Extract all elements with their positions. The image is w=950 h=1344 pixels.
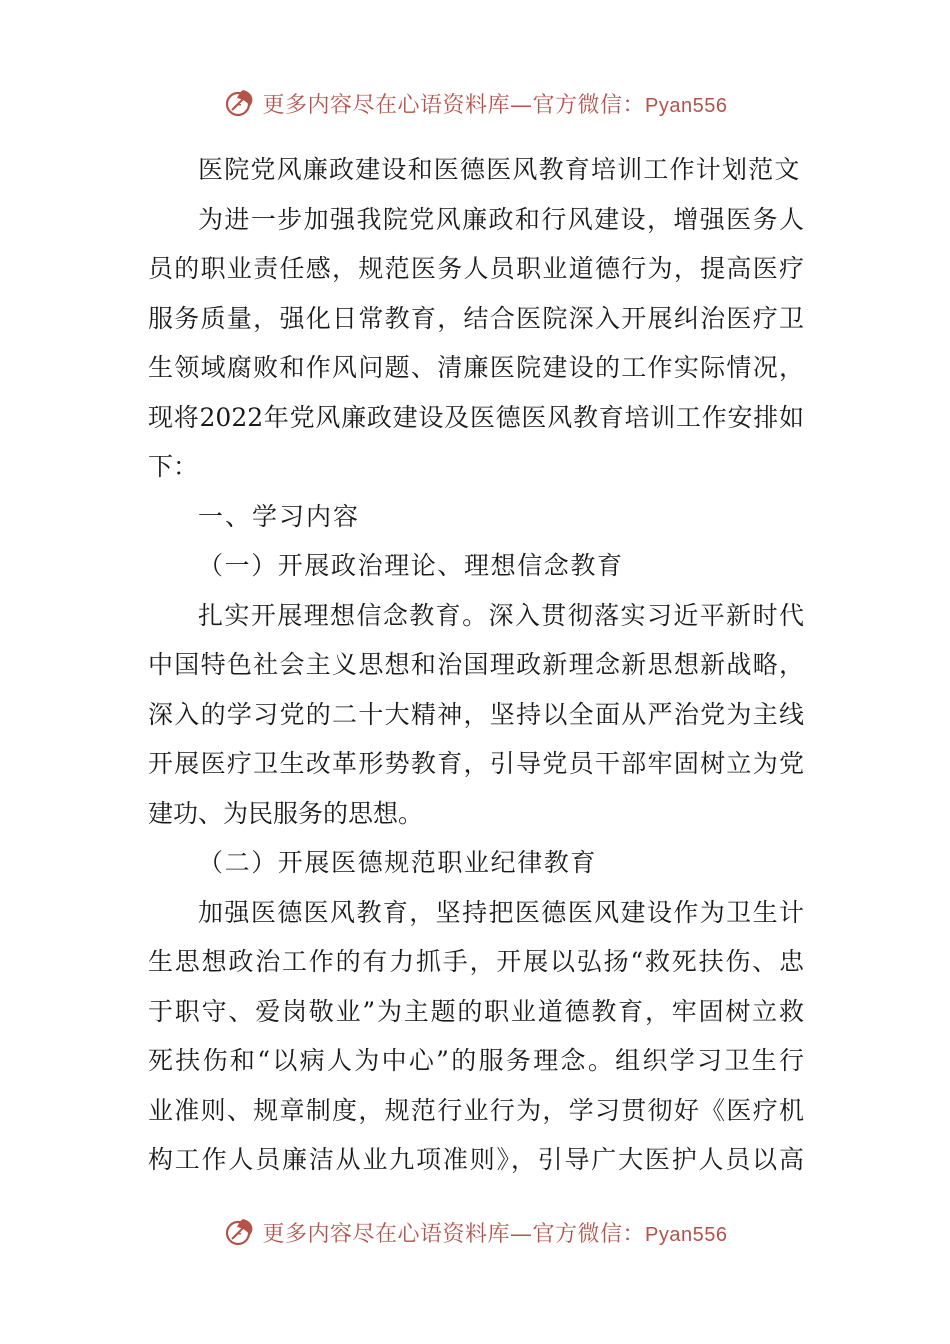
paragraph-line: 建功、为民服务的思想。 xyxy=(148,798,424,828)
intro-line: 为进一步加强我院党风廉政和行风建设，增强医务人 xyxy=(198,204,804,234)
paragraph-line: 中国特色社会主义思想和治国理政新理念新思想新战略， xyxy=(148,650,804,679)
paragraph-line: 深入的学习党的二十大精神，坚持以全面从严治党为主线 xyxy=(148,699,804,729)
quill-logo-icon xyxy=(223,86,257,120)
watermark-footer xyxy=(0,1212,950,1252)
intro-line: 现将2022年党风廉政建设及医德医风教育培训工作安排如 xyxy=(148,402,804,432)
watermark-handle: Pyan556 xyxy=(645,1223,728,1246)
section-heading: 一、学习内容 xyxy=(198,501,361,531)
intro-line: 生领域腐败和作风问题、清廉医院建设的工作实际情况， xyxy=(148,353,804,382)
paragraph-line: 加强医德医风教育，坚持把医德医风建设作为卫生计 xyxy=(198,897,804,927)
intro-line: 下： xyxy=(148,452,199,481)
subsection-heading: （二）开展医德规范职业纪律教育 xyxy=(198,848,598,877)
paragraph-line: 扎实开展理想信念教育。深入贯彻落实习近平新时代 xyxy=(198,600,804,630)
subsection-heading: （一）开展政治理论、理想信念教育 xyxy=(198,551,624,580)
document-body xyxy=(148,145,804,1185)
paragraph-line: 生思想政治工作的有力抓手，开展以弘扬“救死扶伤、忠 xyxy=(148,947,804,976)
intro-line: 员的职业责任感，规范医务人员职业道德行为，提高医疗 xyxy=(148,254,804,283)
paragraph-line: 死扶伤和“以病人为中心”的服务理念。组织学习卫生行 xyxy=(148,1046,804,1075)
watermark-text: 更多内容尽在心语资料库—官方微信：Pyan556 xyxy=(262,1221,728,1247)
document-title: 医院党风廉政建设和医德医风教育培训工作计划范文 xyxy=(198,155,801,184)
watermark-handle: Pyan556 xyxy=(645,94,728,117)
paragraph-line: 开展医疗卫生改革形势教育，引导党员干部牢固树立为党 xyxy=(148,749,804,778)
watermark-header xyxy=(0,83,950,123)
paragraph-line: 业准则、规章制度，规范行业行为，学习贯彻好《医疗机 xyxy=(148,1095,804,1125)
paragraph-line: 构工作人员廉洁从业九项准则》，引导广大医护人员以高 xyxy=(148,1145,804,1174)
watermark-text: 更多内容尽在心语资料库—官方微信：Pyan556 xyxy=(262,92,728,118)
intro-line: 服务质量，强化日常教育，结合医院深入开展纠治医疗卫 xyxy=(148,303,804,333)
quill-logo-icon xyxy=(223,1215,257,1249)
paragraph-line: 于职守、爱岗敬业”为主题的职业道德教育，牢固树立救 xyxy=(148,996,804,1026)
